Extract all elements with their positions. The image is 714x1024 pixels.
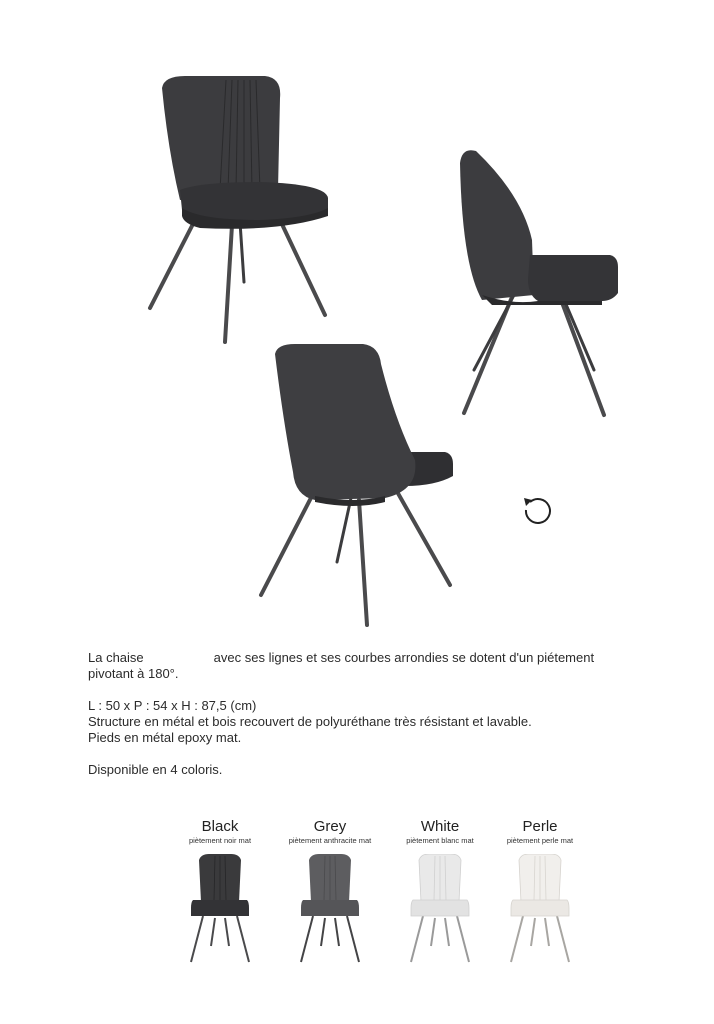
feet-text: Pieds en métal epoxy mat. (88, 730, 242, 745)
chair-front-view-photo (140, 70, 340, 350)
variant-name: Grey (313, 818, 347, 835)
variant-name: Black (201, 818, 239, 835)
spacer (88, 746, 678, 762)
chair-side-view-photo (452, 145, 627, 420)
product-description (88, 650, 678, 778)
color-variants (165, 818, 595, 978)
chair-black-thumbnail (185, 854, 255, 966)
variant-black[interactable] (165, 818, 275, 966)
variant-name: Perle (522, 818, 558, 835)
variant-name: White (420, 818, 460, 835)
chair-grey-thumbnail (295, 854, 365, 966)
variant-subtitle: piètement noir mat (188, 836, 252, 845)
variant-subtitle: piètement anthracite mat (288, 836, 372, 845)
rotate-180-icon (520, 492, 556, 528)
intro-end-text: avec ses lignes et ses courbes arrondies se dotent d'un piétement (213, 650, 595, 665)
structure-text: Structure en métal et bois recouvert de polyuréthane très résistant et lavable. (88, 714, 532, 729)
spacer (88, 682, 678, 698)
variant-subtitle: piètement blanc mat (406, 836, 474, 845)
intro-start-text: La chaise (88, 650, 144, 665)
intro-line2-text: pivotant à 180°. (88, 666, 179, 681)
chair-perle-thumbnail (505, 854, 575, 966)
dimensions-text: L : 50 x P : 54 x H : 87,5 (cm) (88, 698, 257, 713)
variant-grey[interactable] (275, 818, 385, 966)
variant-subtitle: piètement perle mat (506, 836, 574, 845)
description-intro (88, 650, 678, 666)
variant-white[interactable] (385, 818, 495, 966)
variant-perle[interactable] (485, 818, 595, 966)
availability-text: Disponible en 4 coloris. (88, 762, 223, 777)
chair-white-thumbnail (405, 854, 475, 966)
chair-back-view-photo (255, 340, 460, 630)
